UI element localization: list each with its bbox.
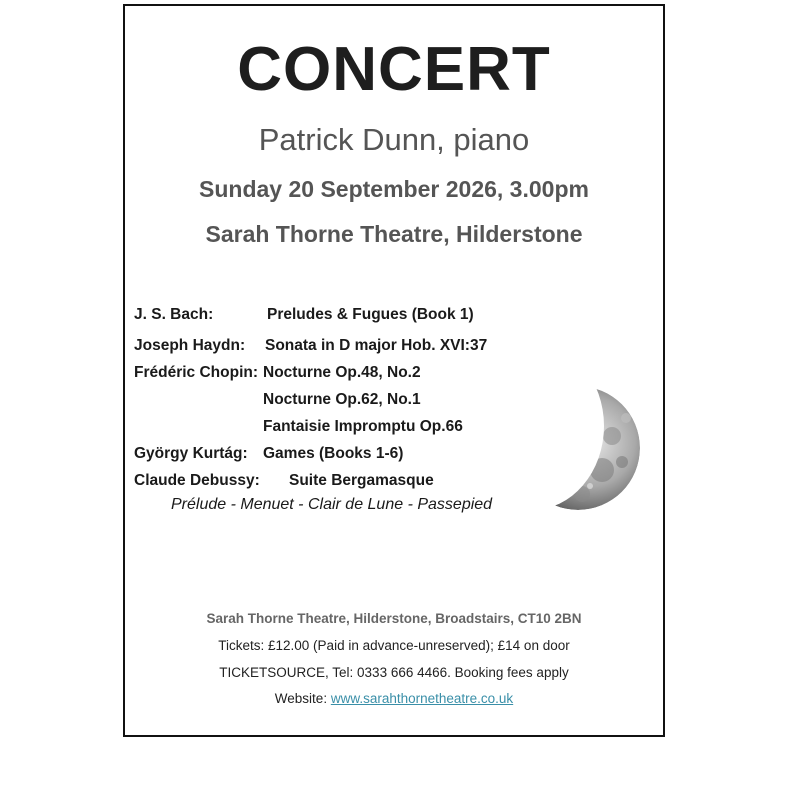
composer-name: Frédéric Chopin: — [134, 364, 259, 381]
debussy-movements: Prélude - Menuet - Clair de Lune - Passepied — [171, 496, 493, 513]
footer-website — [125, 691, 663, 706]
work-title: Games (Books 1-6) — [263, 445, 404, 462]
crescent-moon-icon — [514, 378, 642, 518]
website-label: Website: — [274, 691, 331, 706]
work-title: Fantaisie Impromptu Op.66 — [263, 418, 463, 435]
work-title: Nocturne Op.62, No.1 — [263, 391, 421, 408]
work-title: Sonata in D major Hob. XVI:37 — [265, 337, 488, 354]
website-link[interactable]: www.sarahthornetheatre.co.uk — [330, 691, 514, 706]
work-title: Nocturne Op.48, No.2 — [263, 364, 421, 381]
poster-title: CONCERT — [237, 35, 551, 104]
performer-name: Patrick Dunn, piano — [258, 122, 530, 157]
footer-tickets: Tickets: £12.00 (Paid in advance-unreserved); £14 on door — [218, 638, 570, 653]
footer-address: Sarah Thorne Theatre, Hilderstone, Broadstairs, CT10 2BN — [206, 611, 582, 626]
concert-poster — [123, 4, 665, 737]
footer-booking: TICKETSOURCE, Tel: 0333 666 4466. Booking fees apply — [219, 665, 569, 680]
composer-name: J. S. Bach: — [134, 306, 214, 323]
composer-name: György Kurtág: — [134, 445, 248, 462]
composer-name: Claude Debussy: — [134, 472, 260, 489]
concert-venue: Sarah Thorne Theatre, Hilderstone — [205, 221, 583, 247]
concert-date: Sunday 20 September 2026, 3.00pm — [199, 176, 589, 202]
work-title: Suite Bergamasque — [289, 472, 434, 489]
work-title: Preludes & Fugues (Book 1) — [267, 306, 474, 323]
composer-name: Joseph Haydn: — [134, 337, 246, 354]
